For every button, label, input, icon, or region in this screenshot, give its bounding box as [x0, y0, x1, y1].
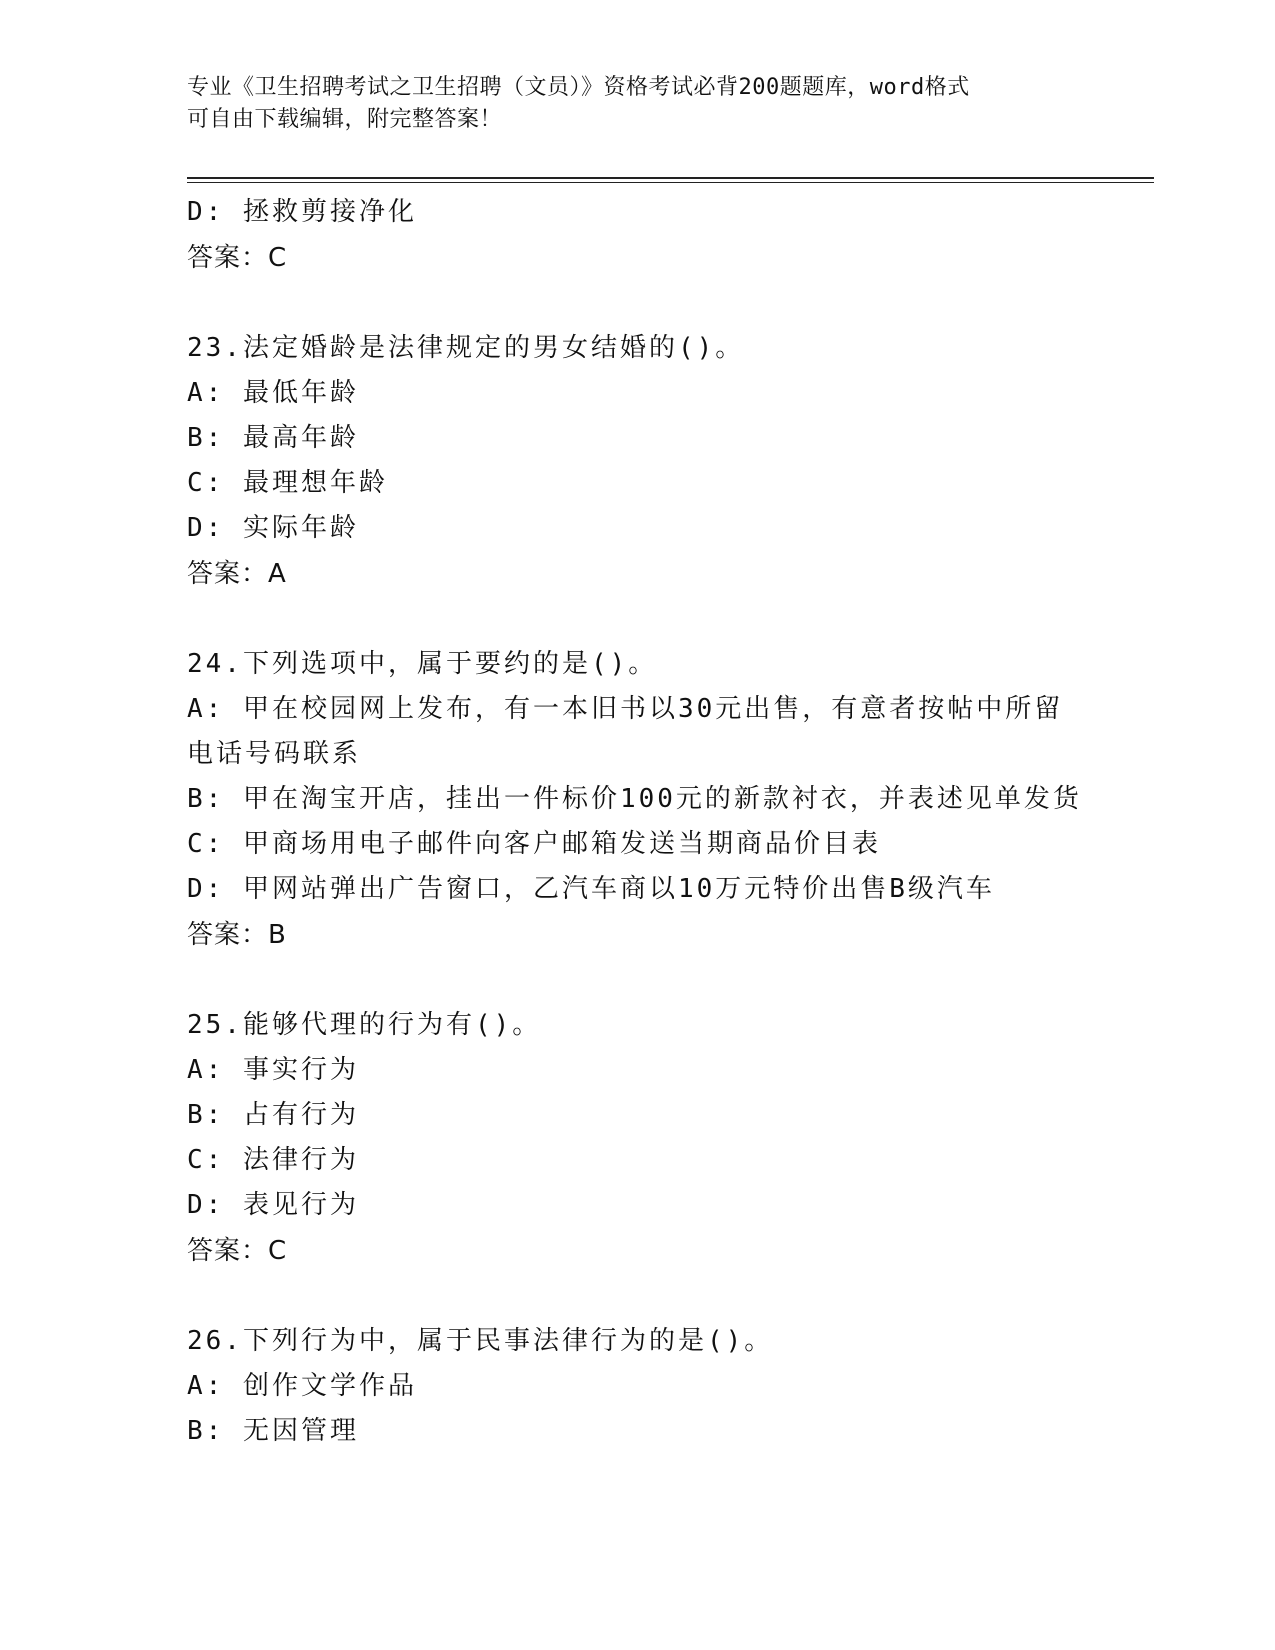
option-b: B: 最高年龄 [187, 423, 359, 453]
page-header [187, 72, 1087, 136]
option-d: D: 表见行为 [187, 1190, 359, 1220]
header-divider-thin [187, 182, 1154, 183]
answer-line: 答案：B [187, 920, 287, 950]
question-stem: 23.法定婚龄是法律规定的男女结婚的()。 [187, 333, 745, 363]
option-a-continued: 电话号码联系 [187, 739, 362, 769]
option-a: A: 最低年龄 [187, 378, 359, 408]
option-a: A: 事实行为 [187, 1055, 359, 1085]
option-a: A: 创作文学作品 [187, 1371, 417, 1401]
question-block-26 [187, 1319, 1087, 1454]
option-d: D: 拯救剪接净化 [187, 197, 417, 227]
spacer [187, 958, 1087, 1003]
header-line-2: 可自由下载编辑，附完整答案！ [187, 107, 503, 132]
option-b: B: 无因管理 [187, 1416, 359, 1446]
question-stem: 25.能够代理的行为有()。 [187, 1010, 542, 1040]
question-block-23 [187, 326, 1087, 597]
spacer [187, 1274, 1087, 1319]
spacer [187, 597, 1087, 642]
option-b: B: 占有行为 [187, 1100, 359, 1130]
option-a: A: 甲在校园网上发布，有一本旧书以30元出售，有意者按帖中所留 [187, 694, 1064, 724]
question-block-25 [187, 1003, 1087, 1274]
answer-line: 答案：C [187, 243, 288, 273]
header-line-1: 专业《卫生招聘考试之卫生招聘（文员）》资格考试必背200题题库，word格式 [187, 75, 970, 100]
option-d: D: 实际年龄 [187, 513, 359, 543]
header-divider-thick [187, 177, 1154, 179]
option-c: C: 法律行为 [187, 1145, 359, 1175]
option-d: D: 甲网站弹出广告窗口，乙汽车商以10万元特价出售B级汽车 [187, 874, 995, 904]
option-c: C: 最理想年龄 [187, 468, 388, 498]
question-list [187, 190, 1087, 1454]
question-block-24 [187, 642, 1087, 958]
spacer [187, 281, 1087, 326]
question-stem: 26.下列行为中，属于民事法律行为的是()。 [187, 1326, 774, 1356]
answer-line: 答案：A [187, 559, 287, 589]
answer-line: 答案：C [187, 1236, 288, 1266]
option-b: B: 甲在淘宝开店，挂出一件标价100元的新款衬衣，并表述见单发货 [187, 784, 1082, 814]
question-stem: 24.下列选项中，属于要约的是()。 [187, 649, 658, 679]
option-c: C: 甲商场用电子邮件向客户邮箱发送当期商品价目表 [187, 829, 881, 859]
